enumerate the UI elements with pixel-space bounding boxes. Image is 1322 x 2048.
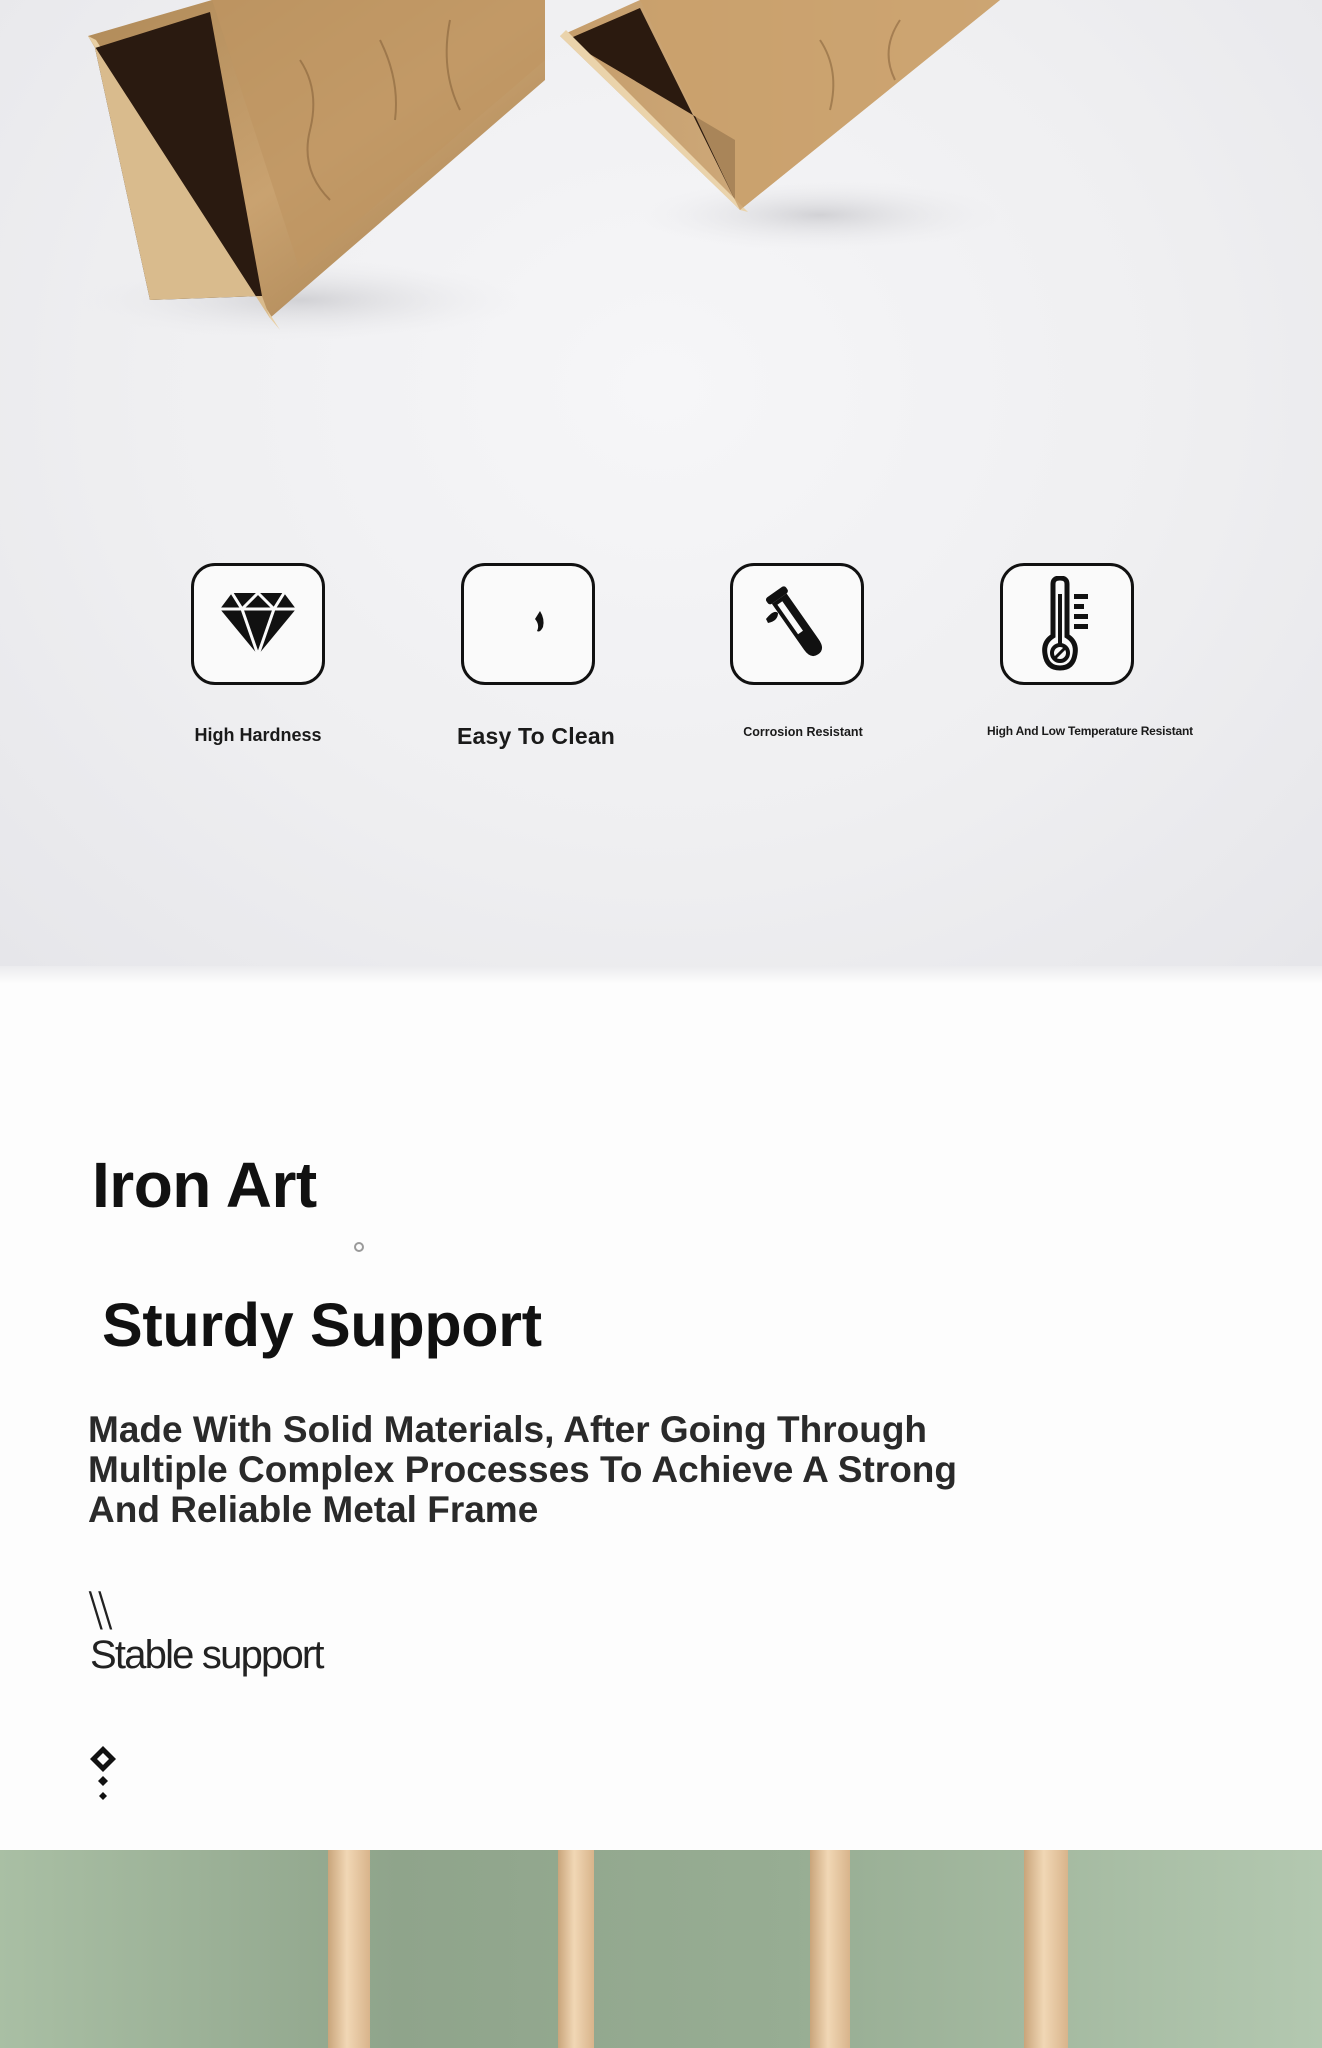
water-drop-icon [461, 563, 595, 685]
thermometer-icon [1000, 563, 1134, 685]
slash-decoration: \\ [88, 1582, 107, 1636]
ring-decoration [354, 1242, 364, 1252]
section-subtitle: Sturdy Support [102, 1291, 542, 1359]
feature-label: Easy To Clean [456, 723, 616, 749]
cabinet-product-image [0, 1850, 1322, 2048]
test-tube-icon [730, 563, 864, 685]
feature-label: Corrosion Resistant [743, 725, 863, 739]
feature-high-hardness [108, 560, 408, 750]
feature-label: High Hardness [194, 725, 322, 745]
feature-temperature-resistant [917, 560, 1217, 750]
product-hero-image [0, 0, 1322, 966]
section-description: Made With Solid Materials, After Going Through Multiple Complex Processes To Achieve A Strong And Reliable Metal Frame [88, 1409, 958, 1530]
gold-square-tubes-image [0, 0, 1322, 340]
diamond-icon [191, 563, 325, 685]
section-title: Iron Art [92, 1149, 317, 1221]
feature-easy-to-clean [378, 560, 678, 750]
feature-corrosion-resistant [647, 560, 947, 750]
tagline: Stable support [90, 1633, 323, 1677]
section-divider [0, 966, 1322, 984]
feature-label: High And Low Temperature Resistant [987, 724, 1193, 738]
diamond-ornament-icon [88, 1744, 118, 1802]
